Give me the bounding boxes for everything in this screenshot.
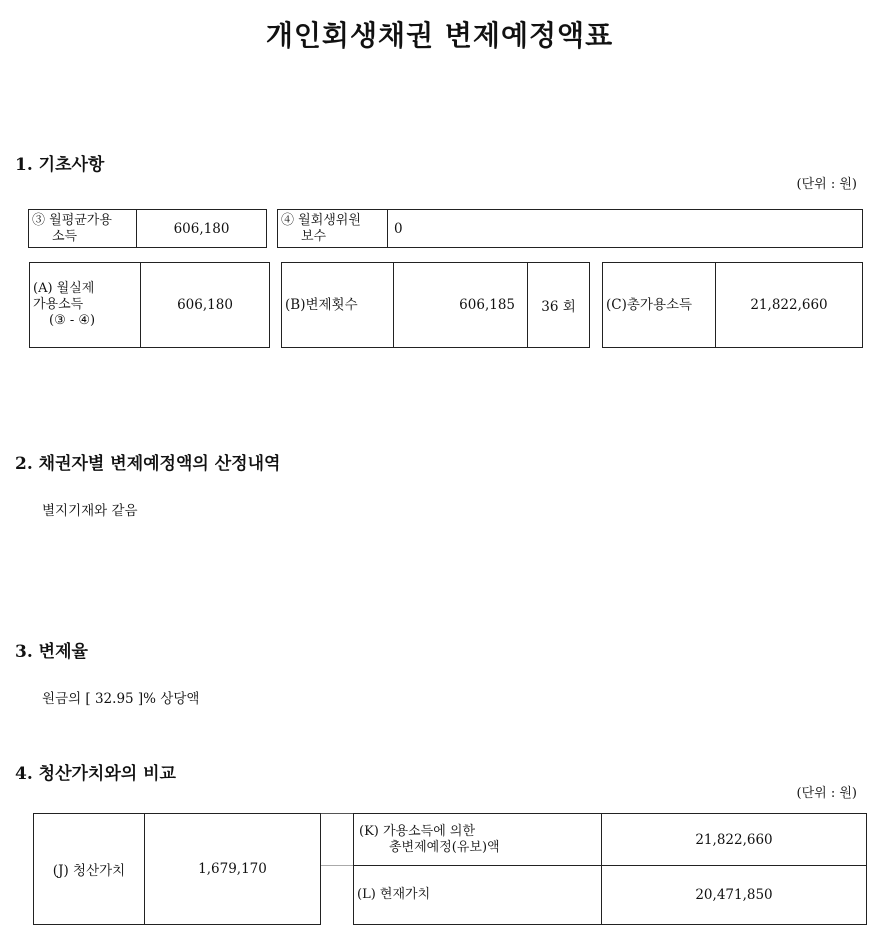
label-line: (A) 월실제 [33,281,95,296]
total-payment-row [354,814,866,866]
label-line: 총변제예정(유보)액 [389,839,500,855]
monthly-income-label [30,263,141,347]
label-line: ④ 월회생위원 [281,212,361,228]
label-line: (K) 가용소득에 의한 [359,823,476,839]
monthly-income-box [29,262,270,348]
section-3-heading: 3. 변제율 [15,642,88,662]
payment-count-box [281,262,590,348]
trustee-fee-value: 0 [394,220,403,237]
trustee-fee-label [278,210,388,247]
comparison-box [353,813,867,925]
trustee-fee-label-text [281,213,361,245]
section-2-note: 별지기재와 같음 [42,503,138,519]
total-income-box [602,262,863,348]
total-payment-label-text [359,824,500,856]
present-value-row [354,866,866,924]
liquidation-value-amount: 1,679,170 [198,861,267,877]
section-1-heading: 1. 기초사항 [15,155,105,175]
label-line: 보수 [301,228,327,244]
avg-income-label-text [32,213,112,245]
liquidation-value-label: (J) 청산가치 [34,814,145,924]
connector-line-mid [321,865,353,866]
total-income-value: 21,822,660 [750,297,828,313]
connector-line-top [321,813,353,814]
payment-amount-value: 606,185 [394,263,528,347]
monthly-income-value: 606,180 [177,297,233,313]
document-title: 개인회생채권 변제예정액표 [265,19,614,52]
present-value-label: (L) 현재가치 [354,866,602,924]
trustee-fee-box [277,209,863,248]
section-4-unit: (단위 : 원) [796,786,857,801]
label-line: (③ - ④) [49,313,96,328]
present-value-amount: 20,471,850 [695,887,773,903]
payment-count-value: 36 회 [541,299,576,315]
liquidation-value-box [33,813,321,925]
section-4-heading: 4. 청산가치와의 비교 [15,764,176,784]
total-payment-label [354,814,602,865]
avg-income-box [28,209,267,248]
label-line: 소득 [52,228,78,244]
avg-income-label [29,210,137,247]
payment-count-label: (B)변제횟수 [282,263,394,347]
label-line: 가용소득 [33,297,84,312]
section-1-unit: (단위 : 원) [796,177,857,192]
total-payment-value: 21,822,660 [695,831,773,848]
label-line: ③ 월평균가용 [32,212,112,228]
section-2-heading: 2. 채권자별 변제예정액의 산정내역 [15,454,281,474]
total-income-label: (C)총가용소득 [603,263,716,347]
avg-income-value: 606,180 [173,220,230,237]
monthly-income-label-text [33,281,95,329]
section-3-note: 원금의 [ 32.95 ]% 상당액 [42,691,200,707]
